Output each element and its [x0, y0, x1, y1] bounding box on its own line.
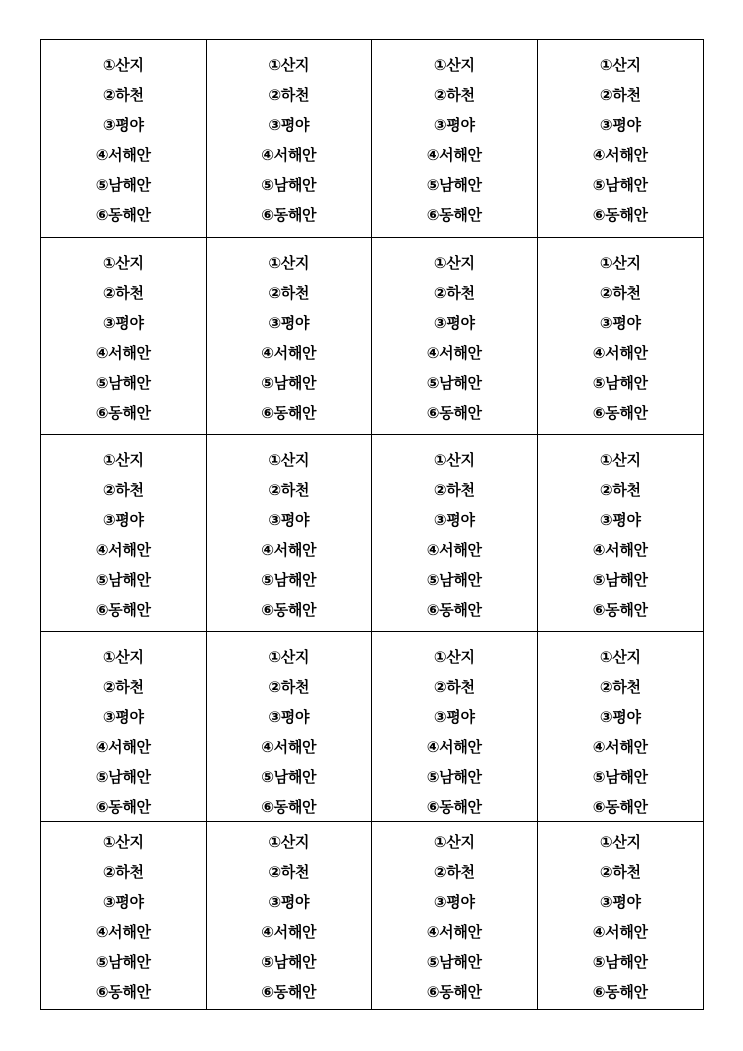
card [538, 822, 704, 1009]
card-item: ②하천 [268, 86, 310, 104]
card-item: ⑥동해안 [426, 206, 482, 224]
card-item: ①산지 [433, 648, 475, 666]
card-item: ⑤남해안 [95, 571, 151, 589]
card-item: ①산지 [102, 451, 144, 469]
card-item: ③평야 [102, 511, 144, 529]
card-item: ②하천 [433, 284, 475, 302]
card-item: ①산지 [102, 254, 144, 272]
card-item: ④서해안 [426, 344, 482, 362]
card-item: ②하천 [102, 86, 144, 104]
card-item: ⑤남해안 [592, 953, 648, 971]
card-item: ①산지 [102, 833, 144, 851]
card-item: ④서해안 [95, 923, 151, 941]
card-item: ③평야 [268, 708, 310, 726]
card-item: ⑤남해안 [261, 571, 317, 589]
card-item: ②하천 [599, 86, 641, 104]
card-item: ⑥동해안 [592, 601, 648, 619]
card [41, 40, 207, 238]
card [538, 632, 704, 822]
card-item: ①산지 [599, 833, 641, 851]
card-item: ⑥동해안 [426, 798, 482, 816]
card-item: ④서해안 [426, 923, 482, 941]
card-item: ①산지 [268, 254, 310, 272]
card-item: ④서해안 [426, 541, 482, 559]
card-item: ③평야 [433, 314, 475, 332]
card-item: ②하천 [599, 678, 641, 696]
card-item: ②하천 [102, 678, 144, 696]
card-item: ⑤남해안 [426, 571, 482, 589]
card [372, 822, 538, 1009]
card-item: ②하천 [433, 86, 475, 104]
card-item: ④서해안 [261, 344, 317, 362]
card-item: ⑥동해안 [95, 983, 151, 1001]
card-item: ③평야 [268, 314, 310, 332]
card-item: ③평야 [599, 708, 641, 726]
card-item: ①산지 [599, 451, 641, 469]
card-item: ②하천 [599, 284, 641, 302]
card-item: ①산지 [599, 648, 641, 666]
card-item: ⑥동해안 [95, 601, 151, 619]
card-item: ①산지 [102, 648, 144, 666]
card-item: ⑤남해안 [426, 176, 482, 194]
card-item: ⑥동해안 [592, 983, 648, 1001]
card-item: ①산지 [102, 56, 144, 74]
card-item: ④서해안 [95, 146, 151, 164]
card-item: ⑤남해안 [426, 953, 482, 971]
card-item: ④서해안 [95, 541, 151, 559]
card-item: ④서해안 [95, 344, 151, 362]
card [41, 238, 207, 435]
card-item: ④서해안 [261, 923, 317, 941]
card-item: ⑥동해안 [592, 404, 648, 422]
card-item: ⑥동해안 [592, 206, 648, 224]
card-item: ⑥동해안 [261, 983, 317, 1001]
card-item: ⑥동해안 [426, 404, 482, 422]
card-item: ①산지 [268, 56, 310, 74]
card [538, 40, 704, 238]
card-item: ③평야 [268, 116, 310, 134]
card [41, 822, 207, 1009]
card-item: ①산지 [433, 56, 475, 74]
card-item: ③평야 [268, 893, 310, 911]
card-item: ⑥동해안 [261, 601, 317, 619]
card-item: ④서해안 [261, 738, 317, 756]
card-item: ③평야 [268, 511, 310, 529]
card-item: ⑤남해안 [426, 768, 482, 786]
card-item: ④서해안 [592, 146, 648, 164]
card [41, 632, 207, 822]
card-sheet [40, 39, 704, 1010]
card-item: ③평야 [433, 893, 475, 911]
card-item: ④서해안 [592, 923, 648, 941]
card-item: ②하천 [599, 863, 641, 881]
card [207, 435, 373, 632]
card [207, 822, 373, 1009]
card [372, 238, 538, 435]
card-item: ②하천 [433, 863, 475, 881]
card-item: ③평야 [433, 511, 475, 529]
card-item: ③평야 [599, 511, 641, 529]
card-item: ③평야 [102, 116, 144, 134]
card-item: ④서해안 [592, 541, 648, 559]
card-item: ①산지 [268, 451, 310, 469]
card-item: ⑤남해안 [261, 176, 317, 194]
card-item: ①산지 [433, 254, 475, 272]
card-item: ④서해안 [592, 738, 648, 756]
card [372, 632, 538, 822]
card-item: ③평야 [599, 116, 641, 134]
card-item: ③평야 [102, 708, 144, 726]
card-item: ⑤남해안 [592, 176, 648, 194]
card-item: ⑤남해안 [426, 374, 482, 392]
card-item: ⑤남해안 [261, 374, 317, 392]
card-item: ④서해안 [426, 738, 482, 756]
card-item: ②하천 [268, 863, 310, 881]
card-item: ③평야 [433, 116, 475, 134]
card-item: ⑤남해안 [261, 953, 317, 971]
card-item: ②하천 [433, 481, 475, 499]
card-item: ⑥동해안 [426, 983, 482, 1001]
card-item: ⑥동해안 [426, 601, 482, 619]
card-item: ⑥동해안 [261, 798, 317, 816]
card-item: ③평야 [599, 314, 641, 332]
card-item: ②하천 [268, 678, 310, 696]
card-item: ③평야 [102, 314, 144, 332]
card-item: ⑤남해안 [592, 571, 648, 589]
card-item: ④서해안 [426, 146, 482, 164]
card-item: ⑥동해안 [95, 206, 151, 224]
card-item: ②하천 [599, 481, 641, 499]
card [207, 632, 373, 822]
card-item: ④서해안 [592, 344, 648, 362]
card [41, 435, 207, 632]
card-item: ③평야 [102, 893, 144, 911]
card-item: ①산지 [268, 833, 310, 851]
card-item: ②하천 [433, 678, 475, 696]
card [207, 238, 373, 435]
card-item: ⑥동해안 [95, 798, 151, 816]
card [538, 435, 704, 632]
card-item: ⑥동해안 [261, 404, 317, 422]
card-item: ⑥동해안 [592, 798, 648, 816]
card-item: ⑤남해안 [95, 176, 151, 194]
card-item: ⑤남해안 [592, 768, 648, 786]
card-item: ⑤남해안 [95, 953, 151, 971]
card-item: ②하천 [268, 284, 310, 302]
card [207, 40, 373, 238]
card [372, 40, 538, 238]
card-item: ⑤남해안 [95, 374, 151, 392]
card-item: ⑤남해안 [261, 768, 317, 786]
card [538, 238, 704, 435]
card-item: ③평야 [433, 708, 475, 726]
card-item: ④서해안 [95, 738, 151, 756]
card-item: ①산지 [433, 451, 475, 469]
card-item: ①산지 [433, 833, 475, 851]
card-item: ④서해안 [261, 541, 317, 559]
card-item: ⑤남해안 [592, 374, 648, 392]
card [372, 435, 538, 632]
card-item: ①산지 [268, 648, 310, 666]
card-item: ①산지 [599, 56, 641, 74]
card-item: ③평야 [599, 893, 641, 911]
card-item: ⑤남해안 [95, 768, 151, 786]
card-item: ①산지 [599, 254, 641, 272]
card-item: ⑥동해안 [261, 206, 317, 224]
card-item: ②하천 [102, 284, 144, 302]
card-item: ②하천 [102, 863, 144, 881]
card-item: ④서해안 [261, 146, 317, 164]
card-item: ②하천 [268, 481, 310, 499]
card-item: ⑥동해안 [95, 404, 151, 422]
card-item: ②하천 [102, 481, 144, 499]
